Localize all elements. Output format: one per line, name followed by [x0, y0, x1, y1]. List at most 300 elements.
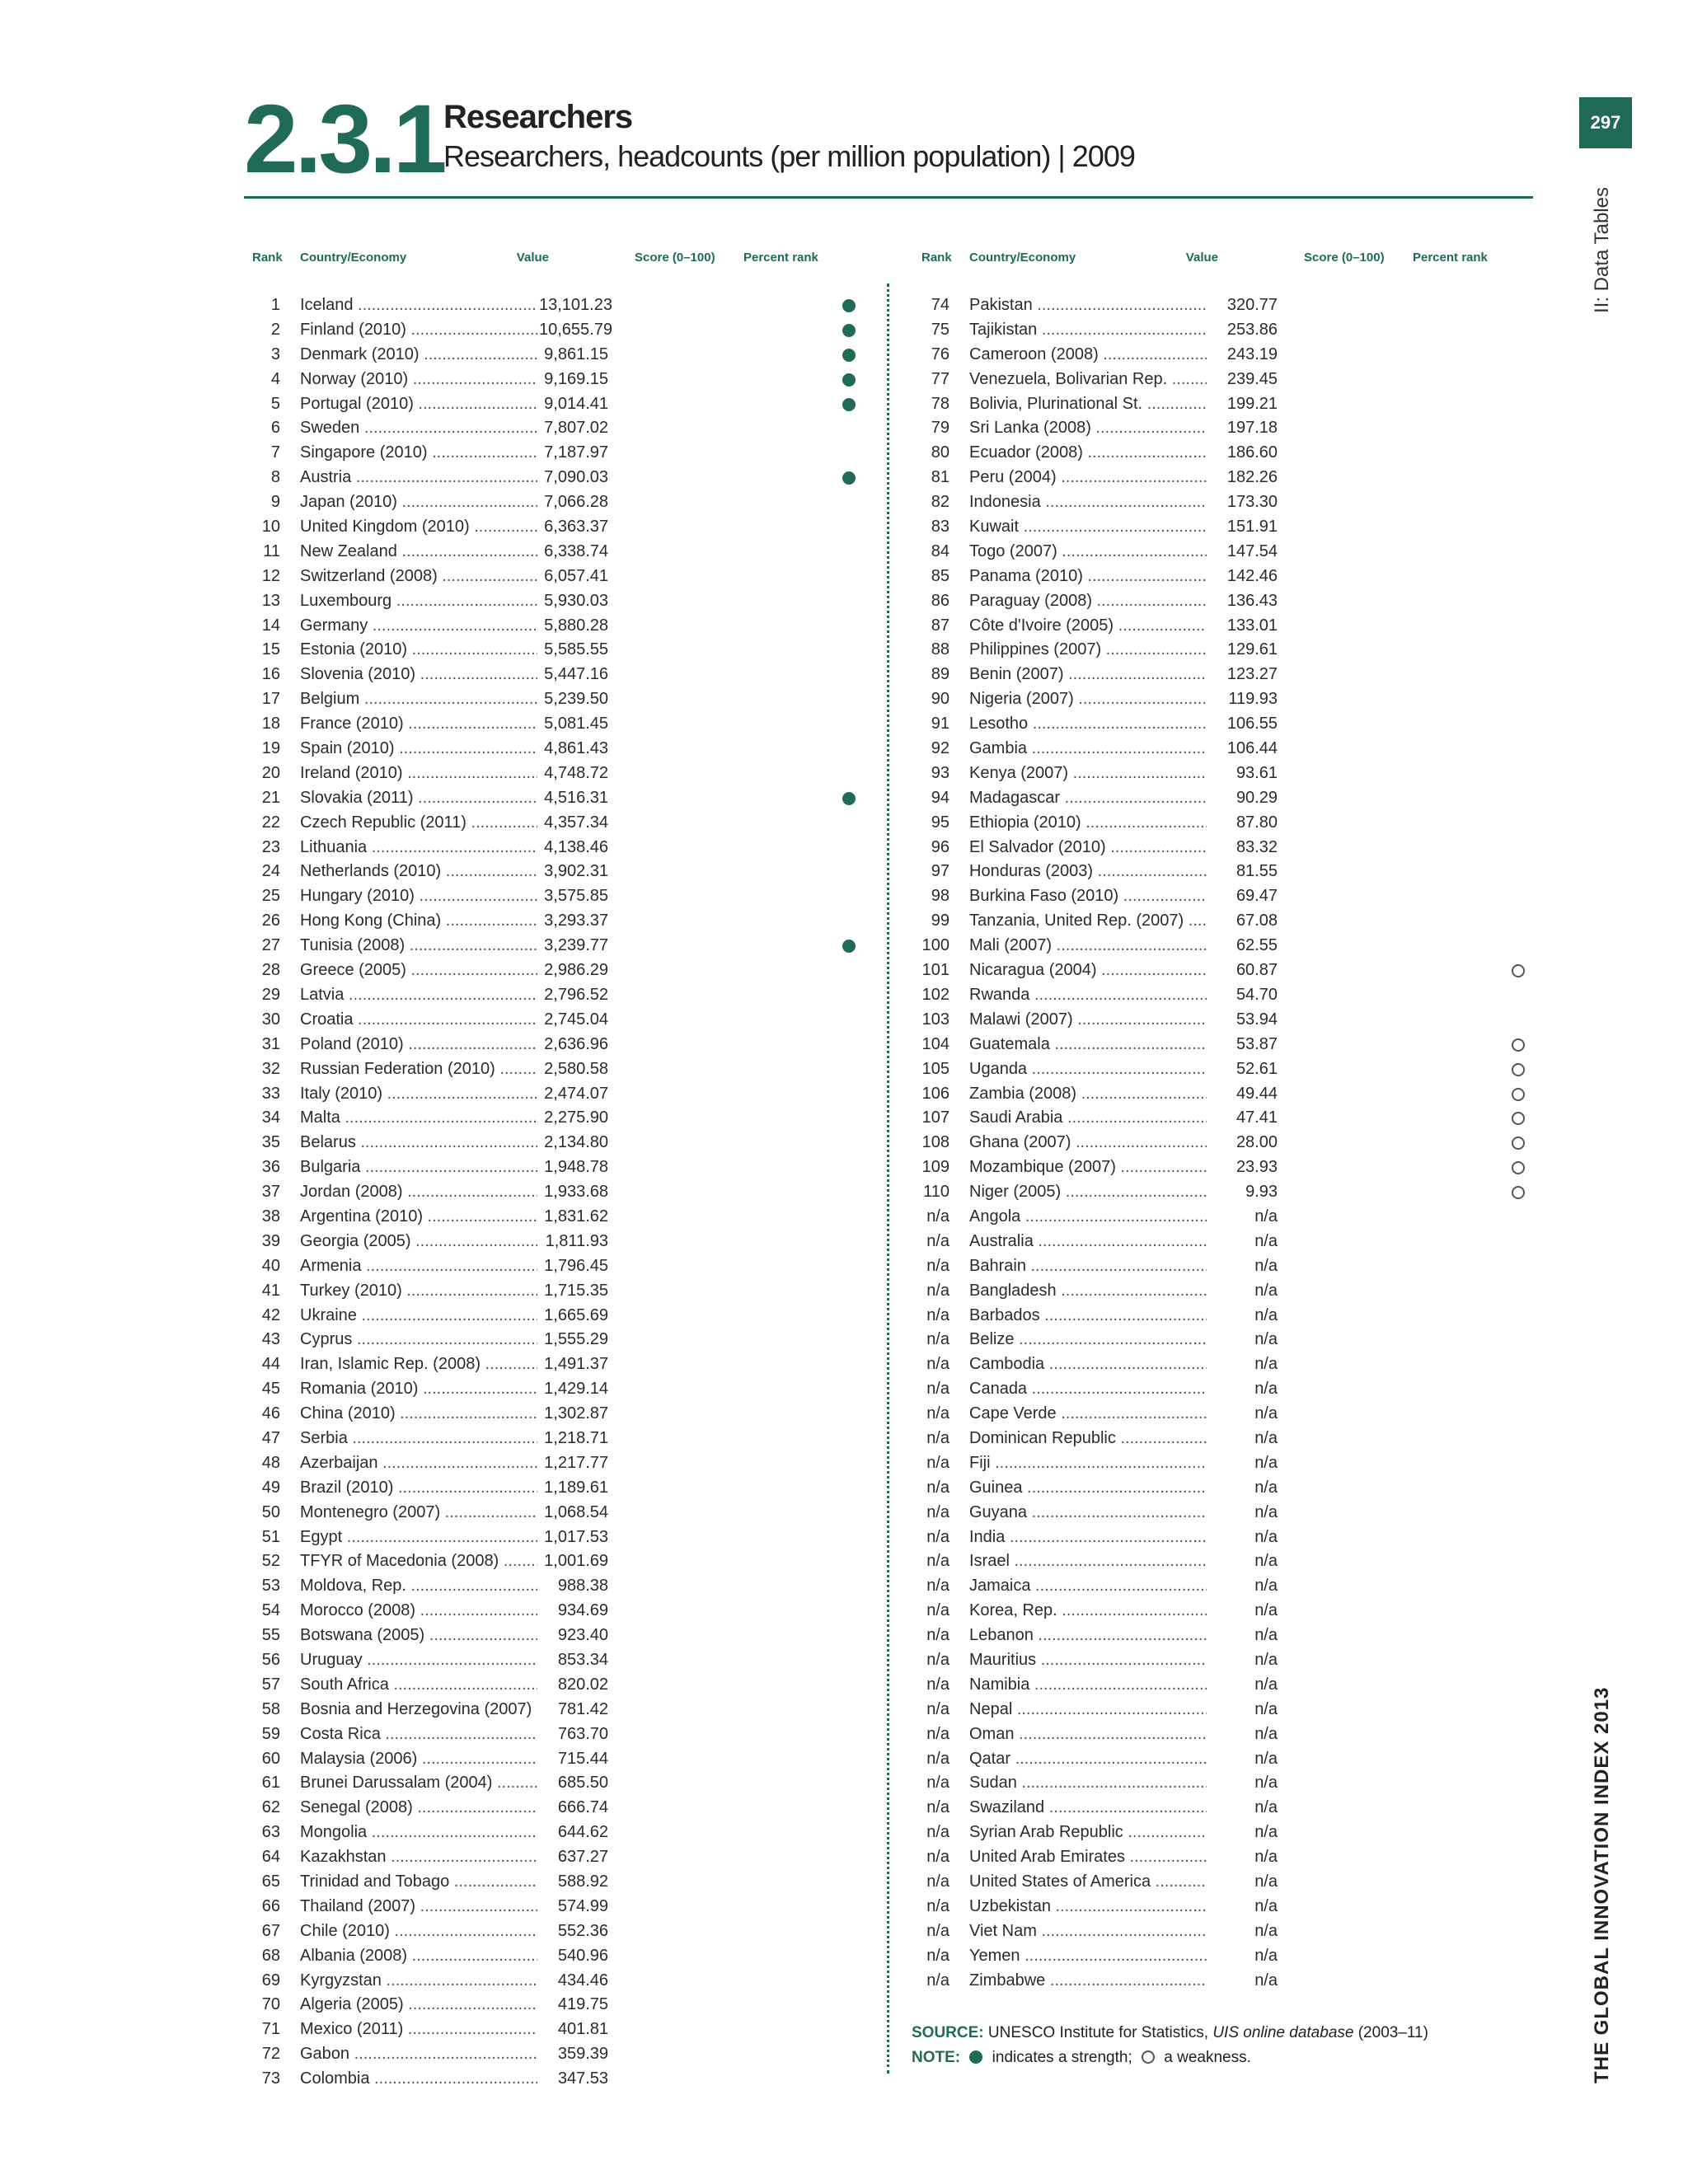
country-cell: Tanzania, United Rep. (2007) ..... — [969, 909, 1207, 934]
value-cell: 1,218.71 — [537, 1427, 608, 1451]
value-cell: 253.86 — [1207, 318, 1278, 343]
rank-cell: 75 — [931, 320, 950, 339]
source-line — [912, 2021, 1428, 2046]
country-cell: Malta ..... — [300, 1106, 537, 1131]
rank-cell: 83 — [931, 518, 950, 537]
strength-marker-icon — [842, 398, 856, 411]
rank-cell: n/a — [926, 1724, 950, 1743]
rank-cell: 92 — [931, 739, 950, 758]
table-row — [244, 1304, 862, 1329]
value-cell: 419.75 — [537, 1993, 608, 2018]
country-cell: United Arab Emirates ..... — [969, 1845, 1207, 1870]
table-row — [913, 343, 1531, 368]
country-cell: Fiji ..... — [969, 1451, 1207, 1476]
country-cell: New Zealand ..... — [300, 540, 537, 565]
rank-cell: 96 — [931, 837, 950, 856]
table-row — [913, 466, 1531, 490]
table-row — [244, 1205, 862, 1230]
value-cell: n/a — [1207, 1328, 1278, 1352]
table-row — [244, 1180, 862, 1205]
rank-cell: 15 — [261, 640, 280, 659]
value-cell: n/a — [1207, 1771, 1278, 1796]
value-cell: 90.29 — [1207, 786, 1278, 811]
value-cell: 106.55 — [1207, 712, 1278, 737]
rank-cell: 49 — [261, 1478, 280, 1497]
rank-cell: 68 — [261, 1946, 280, 1965]
value-cell: 7,066.28 — [537, 490, 608, 515]
country-cell: Czech Republic (2011) ..... — [300, 811, 537, 836]
table-row — [244, 490, 862, 515]
country-cell: Guinea ..... — [969, 1476, 1207, 1501]
country-cell: Lebanon ..... — [969, 1624, 1207, 1648]
table-row — [244, 811, 862, 836]
table-row — [913, 368, 1531, 392]
table-row — [913, 1698, 1531, 1722]
country-cell: Madagascar ..... — [969, 786, 1207, 811]
rank-cell: 21 — [261, 788, 280, 807]
country-cell: Guatemala ..... — [969, 1033, 1207, 1057]
country-cell: Germany ..... — [300, 614, 537, 639]
value-cell: 1,948.78 — [537, 1155, 608, 1180]
rank-cell: 72 — [261, 2045, 280, 2064]
country-cell: Saudi Arabia ..... — [969, 1106, 1207, 1131]
value-cell: 1,715.35 — [537, 1279, 608, 1304]
value-cell: 1,665.69 — [537, 1304, 608, 1329]
country-cell: Mali (2007) ..... — [969, 934, 1207, 958]
country-cell: Jordan (2008) ..... — [300, 1180, 537, 1205]
rank-cell: 81 — [931, 468, 950, 487]
note-line — [912, 2046, 1428, 2070]
rank-cell: 28 — [261, 961, 280, 980]
table-row — [913, 293, 1531, 318]
value-cell: n/a — [1207, 1574, 1278, 1599]
country-cell: Denmark (2010) ..... — [300, 343, 537, 368]
value-cell: 988.38 — [537, 1574, 608, 1599]
country-cell: Bosnia and Herzegovina (2007) ..... — [300, 1698, 537, 1722]
value-cell: 49.44 — [1207, 1082, 1278, 1107]
value-cell: 186.60 — [1207, 441, 1278, 466]
rank-cell: n/a — [926, 1552, 950, 1571]
rank-cell: 41 — [261, 1281, 280, 1300]
value-cell: 715.44 — [537, 1747, 608, 1772]
value-cell: 9,861.15 — [537, 343, 608, 368]
table-row — [244, 293, 862, 318]
rank-cell: 110 — [923, 1183, 950, 1202]
value-cell: 54.70 — [1207, 983, 1278, 1008]
table-row — [244, 737, 862, 762]
value-cell: 9.93 — [1207, 1180, 1278, 1205]
rank-cell: n/a — [926, 1896, 950, 1915]
rank-cell: 54 — [261, 1601, 280, 1620]
rank-cell: 50 — [261, 1502, 280, 1521]
weakness-marker-icon — [1512, 1063, 1525, 1076]
value-cell: 4,748.72 — [537, 762, 608, 786]
table-row — [913, 663, 1531, 687]
strength-marker-icon — [969, 2050, 982, 2064]
table-row — [913, 1673, 1531, 1698]
country-cell: Singapore (2010) ..... — [300, 441, 537, 466]
value-cell: 1,491.37 — [537, 1352, 608, 1377]
table-row — [913, 589, 1531, 614]
country-cell: Cambodia ..... — [969, 1352, 1207, 1377]
value-cell: n/a — [1207, 1254, 1278, 1279]
rank-cell: 36 — [261, 1158, 280, 1177]
country-cell: Serbia ..... — [300, 1427, 537, 1451]
table-row — [913, 1205, 1531, 1230]
header-score: Score (0–100) — [1304, 251, 1385, 265]
rank-cell: 59 — [261, 1724, 280, 1743]
rank-cell: n/a — [926, 1872, 950, 1891]
table-row — [244, 934, 862, 958]
table-row — [913, 1082, 1531, 1107]
header-score: Score (0–100) — [635, 251, 715, 265]
rank-cell: n/a — [926, 1626, 950, 1645]
header-country: Country/Economy — [300, 251, 407, 265]
value-cell: n/a — [1207, 1377, 1278, 1402]
table-row — [244, 1008, 862, 1033]
value-cell: 574.99 — [537, 1895, 608, 1919]
rank-cell: 3 — [270, 344, 280, 363]
rank-cell: 56 — [261, 1650, 280, 1669]
country-cell: Namibia ..... — [969, 1673, 1207, 1698]
country-cell: Panama (2010) ..... — [969, 565, 1207, 589]
country-cell: Armenia ..... — [300, 1254, 537, 1279]
table-row — [913, 1870, 1531, 1895]
value-cell: n/a — [1207, 1624, 1278, 1648]
value-cell: 81.55 — [1207, 860, 1278, 884]
country-cell: Costa Rica ..... — [300, 1722, 537, 1747]
rank-cell: 101 — [921, 961, 950, 980]
rank-cell: 90 — [931, 690, 950, 709]
country-cell: Malaysia (2006) ..... — [300, 1747, 537, 1772]
value-cell: 5,447.16 — [537, 663, 608, 687]
rank-cell: 20 — [261, 763, 280, 782]
rank-cell: 99 — [931, 912, 950, 930]
rank-cell: 27 — [261, 936, 280, 955]
value-cell: n/a — [1207, 1648, 1278, 1673]
country-cell: Finland (2010) ..... — [300, 318, 537, 343]
country-cell: Gabon ..... — [300, 2042, 537, 2067]
value-cell: 5,930.03 — [537, 589, 608, 614]
country-cell: Zambia (2008) ..... — [969, 1082, 1207, 1107]
table-row — [244, 638, 862, 663]
table-row — [244, 1821, 862, 1845]
country-cell: Rwanda ..... — [969, 983, 1207, 1008]
table-row — [244, 2042, 862, 2067]
value-cell: 1,001.69 — [537, 1549, 608, 1574]
rank-cell: n/a — [926, 1823, 950, 1842]
country-cell: Niger (2005) ..... — [969, 1180, 1207, 1205]
side-label-publication: THE GLOBAL INNOVATION INDEX 2013 — [1591, 1686, 1613, 2083]
table-row — [244, 441, 862, 466]
value-cell: 83.32 — [1207, 836, 1278, 860]
value-cell: 7,187.97 — [537, 441, 608, 466]
value-cell: 3,293.37 — [537, 909, 608, 934]
value-cell: n/a — [1207, 1919, 1278, 1944]
rank-cell: n/a — [926, 1453, 950, 1472]
table-row — [244, 1476, 862, 1501]
table-row — [913, 638, 1531, 663]
value-cell: 3,239.77 — [537, 934, 608, 958]
table-row — [913, 1526, 1531, 1550]
table-row — [913, 1033, 1531, 1057]
rank-cell: 73 — [261, 2069, 280, 2088]
country-cell: Croatia ..... — [300, 1008, 537, 1033]
country-cell: Oman ..... — [969, 1722, 1207, 1747]
rank-cell: 52 — [261, 1552, 280, 1571]
value-cell: 2,986.29 — [537, 958, 608, 983]
value-cell: 3,575.85 — [537, 884, 608, 909]
rank-cell: n/a — [926, 1380, 950, 1399]
table-row — [244, 712, 862, 737]
country-cell: Pakistan ..... — [969, 293, 1207, 318]
country-cell: Cameroon (2008) ..... — [969, 343, 1207, 368]
rank-cell: 69 — [261, 1971, 280, 1990]
country-cell: Israel ..... — [969, 1549, 1207, 1574]
table-row — [913, 490, 1531, 515]
country-cell: Bulgaria ..... — [300, 1155, 537, 1180]
table-row — [244, 466, 862, 490]
country-cell: India ..... — [969, 1526, 1207, 1550]
table-row — [244, 1526, 862, 1550]
rank-cell: 6 — [270, 419, 280, 438]
header-value: Value — [1185, 251, 1218, 265]
table-row — [913, 1106, 1531, 1131]
rank-cell: 5 — [270, 394, 280, 413]
value-cell: 173.30 — [1207, 490, 1278, 515]
country-cell: Canada ..... — [969, 1377, 1207, 1402]
country-cell: Ukraine ..... — [300, 1304, 537, 1329]
table-row — [913, 860, 1531, 884]
value-cell: n/a — [1207, 1476, 1278, 1501]
country-cell: Thailand (2007) ..... — [300, 1895, 537, 1919]
table-row — [913, 1180, 1531, 1205]
value-cell: 4,138.46 — [537, 836, 608, 860]
header-percent-rank: Percent rank — [743, 251, 818, 265]
value-cell: 62.55 — [1207, 934, 1278, 958]
value-cell: 9,169.15 — [537, 368, 608, 392]
value-cell: n/a — [1207, 1870, 1278, 1895]
rank-cell: 30 — [261, 1010, 280, 1029]
value-cell: 923.40 — [537, 1624, 608, 1648]
table-row — [913, 1796, 1531, 1821]
table-row — [244, 1082, 862, 1107]
rank-cell: 23 — [261, 837, 280, 856]
value-cell: n/a — [1207, 1549, 1278, 1574]
value-cell: 129.61 — [1207, 638, 1278, 663]
value-cell: 243.19 — [1207, 343, 1278, 368]
table-row — [244, 1328, 862, 1352]
rank-cell: 22 — [261, 813, 280, 832]
rank-cell: 19 — [261, 739, 280, 758]
value-cell: n/a — [1207, 1599, 1278, 1624]
table-row — [244, 1574, 862, 1599]
table-row — [244, 1722, 862, 1747]
table-row — [913, 1919, 1531, 1944]
table-row — [244, 1895, 862, 1919]
country-cell: Mongolia ..... — [300, 1821, 537, 1845]
rank-cell: 77 — [931, 369, 950, 388]
value-cell: 142.46 — [1207, 565, 1278, 589]
rank-cell: 8 — [270, 468, 280, 487]
table-row — [913, 811, 1531, 836]
value-cell: 1,217.77 — [537, 1451, 608, 1476]
table-row — [244, 1845, 862, 1870]
value-cell: 347.53 — [537, 2067, 608, 2092]
rank-cell: n/a — [926, 1774, 950, 1793]
value-cell: 588.92 — [537, 1870, 608, 1895]
rank-cell: n/a — [926, 1428, 950, 1447]
country-cell: Belgium ..... — [300, 687, 537, 712]
table-row — [913, 1624, 1531, 1648]
column-divider — [887, 284, 889, 2074]
rank-cell: 80 — [931, 443, 950, 462]
value-cell: 320.77 — [1207, 293, 1278, 318]
value-cell: 5,081.45 — [537, 712, 608, 737]
country-cell: Austria ..... — [300, 466, 537, 490]
country-cell: Angola ..... — [969, 1205, 1207, 1230]
table-row — [244, 1230, 862, 1254]
country-cell: Zimbabwe ..... — [969, 1969, 1207, 1994]
weakness-marker-icon — [1512, 1161, 1525, 1174]
table-row — [244, 515, 862, 540]
rank-cell: n/a — [926, 1921, 950, 1940]
country-cell: Sri Lanka (2008) ..... — [969, 416, 1207, 441]
rank-cell: 43 — [261, 1330, 280, 1349]
country-cell: Ghana (2007) ..... — [969, 1131, 1207, 1155]
table-row — [244, 1870, 862, 1895]
source-label: SOURCE: — [912, 2024, 984, 2041]
value-cell: 2,796.52 — [537, 983, 608, 1008]
table-row — [244, 1254, 862, 1279]
rank-cell: 94 — [931, 788, 950, 807]
value-cell: 197.18 — [1207, 416, 1278, 441]
country-cell: Norway (2010) ..... — [300, 368, 537, 392]
table-row — [913, 1969, 1531, 1994]
left-table-body — [244, 293, 862, 2092]
country-cell: Moldova, Rep. ..... — [300, 1574, 537, 1599]
country-cell: Egypt ..... — [300, 1526, 537, 1550]
country-cell: Poland (2010) ..... — [300, 1033, 537, 1057]
value-cell: 853.34 — [537, 1648, 608, 1673]
country-cell: Belarus ..... — [300, 1131, 537, 1155]
value-cell: 1,302.87 — [537, 1402, 608, 1427]
rank-cell: 39 — [261, 1231, 280, 1250]
table-row — [244, 1402, 862, 1427]
rank-cell: 29 — [261, 985, 280, 1004]
table-subtitle: Researchers, headcounts (per million population) | 2009 — [443, 139, 1135, 173]
country-cell: Syrian Arab Republic ..... — [969, 1821, 1207, 1845]
value-cell: 23.93 — [1207, 1155, 1278, 1180]
table-row — [244, 1057, 862, 1082]
country-cell: Latvia ..... — [300, 983, 537, 1008]
value-cell: 644.62 — [537, 1821, 608, 1845]
value-cell: 666.74 — [537, 1796, 608, 1821]
rank-cell: n/a — [926, 1577, 950, 1596]
table-row — [913, 1845, 1531, 1870]
value-cell: 239.45 — [1207, 368, 1278, 392]
value-cell: n/a — [1207, 1747, 1278, 1772]
country-cell: Bangladesh ..... — [969, 1279, 1207, 1304]
country-cell: Côte d'Ivoire (2005) ..... — [969, 614, 1207, 639]
table-row — [913, 1328, 1531, 1352]
country-cell: Australia ..... — [969, 1230, 1207, 1254]
table-row — [913, 1821, 1531, 1845]
table-row — [913, 884, 1531, 909]
table-row — [244, 663, 862, 687]
value-cell: 2,474.07 — [537, 1082, 608, 1107]
rank-cell: n/a — [926, 1798, 950, 1817]
value-cell: 93.61 — [1207, 762, 1278, 786]
table-row — [244, 614, 862, 639]
strength-marker-icon — [842, 373, 856, 387]
value-cell: 1,068.54 — [537, 1501, 608, 1526]
value-cell: n/a — [1207, 1698, 1278, 1722]
value-cell: 182.26 — [1207, 466, 1278, 490]
country-cell: Estonia (2010) ..... — [300, 638, 537, 663]
country-cell: Nepal ..... — [969, 1698, 1207, 1722]
table-row — [244, 1771, 862, 1796]
rank-cell: n/a — [926, 1330, 950, 1349]
country-cell: Hong Kong (China) ..... — [300, 909, 537, 934]
value-cell: n/a — [1207, 1821, 1278, 1845]
table-row — [913, 983, 1531, 1008]
table-row — [913, 958, 1531, 983]
value-cell: 1,933.68 — [537, 1180, 608, 1205]
rank-cell: 104 — [921, 1034, 950, 1053]
table-row — [244, 565, 862, 589]
value-cell: 133.01 — [1207, 614, 1278, 639]
note-weakness: a weakness. — [1164, 2049, 1251, 2066]
rank-cell: 25 — [261, 887, 280, 906]
value-cell: 147.54 — [1207, 540, 1278, 565]
table-row — [913, 416, 1531, 441]
rank-cell: 10 — [261, 518, 280, 537]
value-cell: n/a — [1207, 1304, 1278, 1329]
country-cell: Kazakhstan ..... — [300, 1845, 537, 1870]
value-cell: 1,811.93 — [537, 1230, 608, 1254]
value-cell: 136.43 — [1207, 589, 1278, 614]
country-cell: Sudan ..... — [969, 1771, 1207, 1796]
rank-cell: 48 — [261, 1453, 280, 1472]
rank-cell: n/a — [926, 1256, 950, 1275]
rank-cell: 97 — [931, 862, 950, 881]
rank-cell: 98 — [931, 887, 950, 906]
value-cell: 5,239.50 — [537, 687, 608, 712]
country-cell: Philippines (2007) ..... — [969, 638, 1207, 663]
country-cell: United States of America ..... — [969, 1870, 1207, 1895]
value-cell: 1,831.62 — [537, 1205, 608, 1230]
table-row — [244, 909, 862, 934]
value-cell: 540.96 — [537, 1944, 608, 1969]
table-row — [244, 687, 862, 712]
value-cell: 3,902.31 — [537, 860, 608, 884]
rank-cell: 26 — [261, 912, 280, 930]
table-title: Researchers — [443, 99, 633, 135]
rank-cell: 60 — [261, 1749, 280, 1768]
rank-cell: 86 — [931, 591, 950, 610]
strength-marker-icon — [842, 349, 856, 362]
table-row — [913, 1549, 1531, 1574]
table-row — [913, 1747, 1531, 1772]
table-row — [913, 1131, 1531, 1155]
country-cell: Italy (2010) ..... — [300, 1082, 537, 1107]
table-row — [913, 1008, 1531, 1033]
table-row — [913, 1722, 1531, 1747]
value-cell: 28.00 — [1207, 1131, 1278, 1155]
value-cell: 1,429.14 — [537, 1377, 608, 1402]
value-cell: 106.44 — [1207, 737, 1278, 762]
